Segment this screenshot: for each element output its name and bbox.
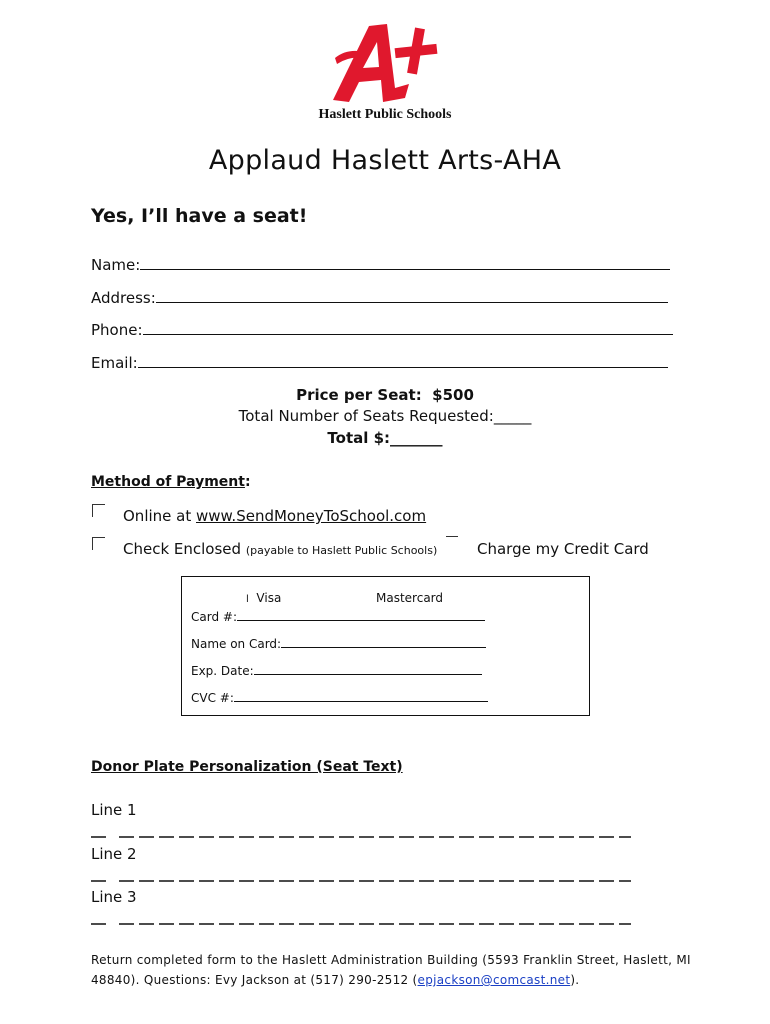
name-label: Name: [91, 256, 141, 274]
cvc-line [234, 691, 488, 702]
cvc-field[interactable] [191, 691, 488, 705]
footer-line1: Return completed form to the Haslett Administration Building (5593 Franklin Street, Haslett, MI [91, 953, 691, 967]
check-checkbox[interactable] [92, 537, 105, 550]
card-name-label: Name on Card: [191, 637, 282, 651]
card-number-label: Card #: [191, 610, 237, 624]
online-option [123, 507, 426, 525]
visa-label: Visa [256, 591, 282, 605]
line2-input[interactable] [91, 868, 636, 887]
school-logo [325, 18, 445, 106]
total-amount[interactable]: Total $:_______ [327, 429, 443, 447]
exp-date-line [254, 664, 482, 675]
address-label: Address: [91, 289, 156, 307]
exp-date-field[interactable] [191, 664, 482, 678]
line1-dashes [91, 825, 636, 839]
visa-mark: l [246, 594, 249, 605]
online-label: Online at [123, 507, 196, 525]
credit-label: Charge my Credit Card [477, 540, 649, 558]
name-line [140, 257, 670, 270]
price-value: $500 [432, 386, 474, 404]
payment-heading-text: Method of Payment [91, 474, 245, 490]
online-link[interactable]: www.SendMoneyToSchool.com [196, 507, 427, 525]
email-field[interactable] [91, 354, 668, 372]
check-label: Check Enclosed [123, 540, 242, 558]
card-name-line [281, 637, 486, 648]
mastercard-option[interactable]: Mastercard [376, 591, 444, 605]
email-line [138, 355, 668, 368]
seats-requested[interactable]: Total Number of Seats Requested:_____ [238, 407, 532, 425]
subtitle: Yes, I’ll have a seat! [91, 205, 308, 227]
credit-card-box [181, 576, 590, 716]
contact-email-link[interactable]: epjackson@comcast.net [417, 973, 571, 987]
donor-heading: Donor Plate Personalization (Seat Text) [91, 759, 403, 775]
payment-heading-colon: : [244, 474, 251, 490]
online-checkbox[interactable] [92, 504, 105, 517]
phone-label: Phone: [91, 321, 143, 339]
payment-heading [91, 474, 251, 490]
card-name-field[interactable] [191, 637, 486, 651]
phone-field[interactable] [91, 321, 673, 339]
footer-questions: 48840). Questions: Evy Jackson at (517) 290-2512 ( [91, 973, 418, 987]
footer-end: ). [570, 973, 580, 987]
address-line [156, 290, 668, 303]
footer-line2 [91, 970, 691, 990]
card-number-field[interactable] [191, 610, 485, 624]
name-field[interactable] [91, 256, 670, 274]
line2-dashes [91, 869, 636, 883]
price-label: Price per Seat: [296, 386, 422, 404]
email-label: Email: [91, 354, 138, 372]
line3-dashes [91, 912, 636, 926]
address-field[interactable] [91, 289, 668, 307]
price-per-seat [0, 386, 770, 404]
line1-label: Line 1 [91, 801, 137, 819]
line3-label: Line 3 [91, 888, 137, 906]
a-plus-logo-icon [325, 18, 445, 106]
check-note: (payable to Haslett Public Schools) [245, 544, 438, 557]
check-option [123, 540, 437, 558]
exp-date-label: Exp. Date: [191, 664, 254, 678]
footer-instructions [91, 950, 691, 990]
phone-line [143, 322, 673, 335]
cvc-label: CVC #: [191, 691, 234, 705]
line2-label: Line 2 [91, 845, 137, 863]
school-name: Haslett Public Schools [318, 107, 452, 122]
card-number-line [237, 610, 485, 621]
line3-input[interactable] [91, 911, 636, 930]
line1-input[interactable] [91, 824, 636, 843]
visa-option[interactable] [246, 591, 281, 605]
page-title: Applaud Haslett Arts-AHA [208, 145, 562, 176]
credit-checkbox[interactable] [446, 536, 458, 537]
